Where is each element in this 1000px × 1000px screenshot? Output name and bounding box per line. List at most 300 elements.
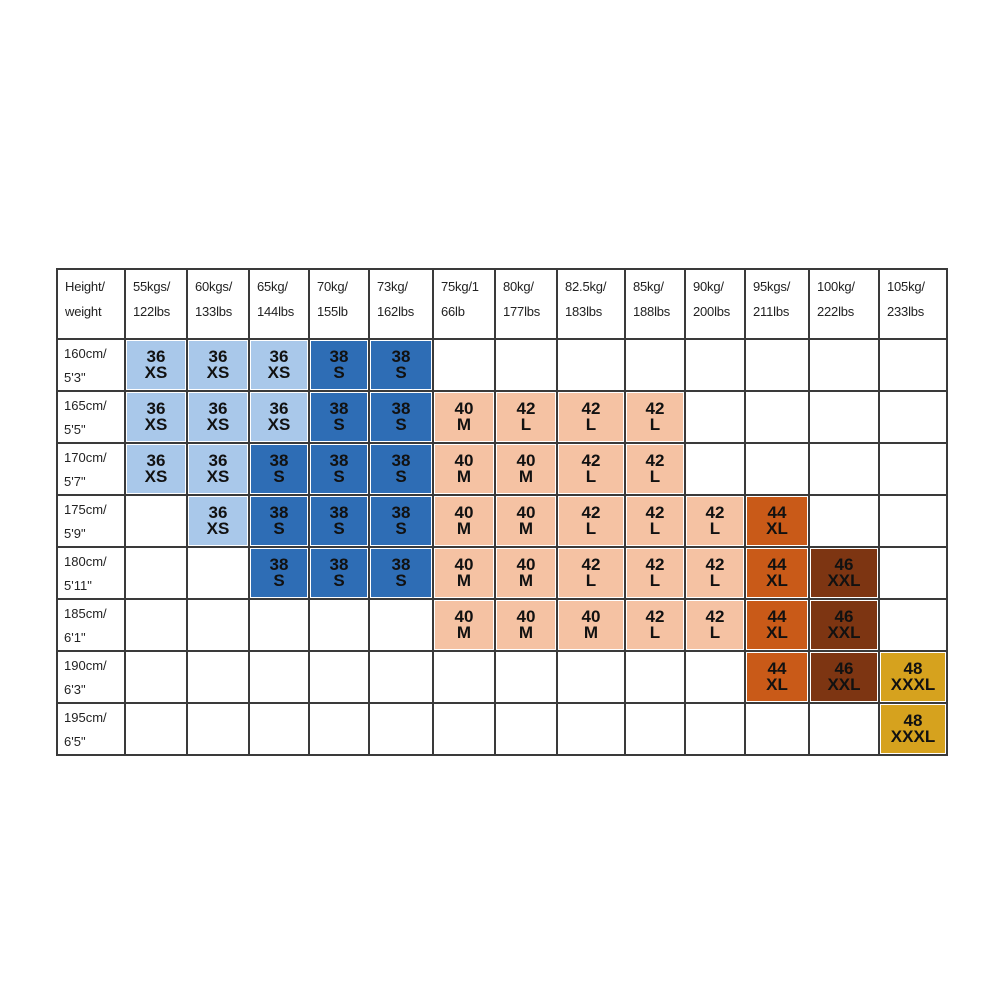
size-cell — [125, 391, 187, 443]
size-cell — [495, 599, 557, 651]
size-cell — [187, 651, 249, 703]
size-fill — [311, 393, 367, 441]
size-cell — [557, 651, 625, 703]
size-fill — [627, 393, 683, 441]
size-cell — [809, 443, 879, 495]
size-cell — [249, 599, 309, 651]
size-cell — [625, 547, 685, 599]
size-value — [207, 349, 230, 381]
size-letter: S — [395, 415, 407, 434]
size-value — [330, 557, 349, 589]
height-row — [57, 599, 947, 651]
size-fill — [747, 601, 807, 649]
size-cell — [187, 599, 249, 651]
size-value — [646, 557, 665, 589]
size-cell — [309, 599, 369, 651]
size-cell — [809, 495, 879, 547]
size-value — [270, 557, 289, 589]
size-cell — [433, 703, 495, 755]
weight-header-cell — [433, 269, 495, 339]
size-value — [706, 505, 725, 537]
size-cell — [685, 703, 745, 755]
size-number: 38 — [391, 347, 411, 366]
size-cell — [249, 495, 309, 547]
height-label: 185cm/ 6'1" — [64, 606, 107, 645]
size-value — [891, 713, 935, 745]
size-value — [766, 661, 788, 693]
size-letter: XS — [267, 415, 291, 434]
size-letter: L — [649, 571, 661, 590]
height-row — [57, 651, 947, 703]
size-cell — [879, 443, 947, 495]
size-cell — [809, 703, 879, 755]
size-letter: S — [273, 467, 285, 486]
size-fill — [497, 497, 555, 545]
size-cell — [309, 443, 369, 495]
size-cell — [369, 651, 433, 703]
size-number: 36 — [208, 451, 228, 470]
weight-header: 82.5kg/ 183lbs — [565, 279, 607, 319]
size-cell — [685, 495, 745, 547]
size-cell — [187, 547, 249, 599]
height-label: 175cm/ 5'9" — [64, 502, 107, 541]
size-fill — [127, 393, 185, 441]
size-fill — [497, 601, 555, 649]
size-letter: L — [649, 519, 661, 538]
size-fill — [189, 497, 247, 545]
size-value — [455, 609, 474, 641]
size-cell — [369, 391, 433, 443]
size-value — [455, 505, 474, 537]
size-cell — [249, 443, 309, 495]
size-cell — [625, 391, 685, 443]
size-value — [330, 505, 349, 537]
size-cell — [809, 339, 879, 391]
size-fill — [127, 445, 185, 493]
size-cell — [433, 599, 495, 651]
size-cell — [879, 703, 947, 755]
size-fill — [371, 445, 431, 493]
size-fill — [687, 549, 743, 597]
size-number: 44 — [767, 659, 787, 678]
size-number: 38 — [269, 555, 289, 574]
weight-header: 73kg/ 162lbs — [377, 279, 415, 319]
size-letter: M — [456, 571, 472, 590]
height-row — [57, 339, 947, 391]
size-cell — [557, 599, 625, 651]
weight-header-cell — [495, 269, 557, 339]
size-fill — [251, 445, 307, 493]
size-cell — [433, 651, 495, 703]
size-fill — [127, 341, 185, 389]
height-label: 165cm/ 5'5" — [64, 398, 107, 437]
weight-header: 95kgs/ 211lbs — [753, 279, 791, 319]
size-fill — [435, 601, 493, 649]
weight-header: 85kg/ 188lbs — [633, 279, 671, 319]
height-label-cell — [57, 599, 125, 651]
size-cell — [745, 651, 809, 703]
size-cell — [685, 339, 745, 391]
size-number: 38 — [269, 503, 289, 522]
size-letter: M — [518, 519, 534, 538]
size-letter: L — [520, 415, 532, 434]
size-cell — [369, 339, 433, 391]
size-fill — [435, 549, 493, 597]
size-number: 42 — [705, 503, 725, 522]
weight-header-cell — [309, 269, 369, 339]
size-value — [582, 557, 601, 589]
size-letter: L — [709, 623, 721, 642]
size-letter: S — [395, 571, 407, 590]
size-fill — [747, 549, 807, 597]
size-cell — [187, 443, 249, 495]
size-fill — [311, 445, 367, 493]
size-number: 40 — [516, 503, 536, 522]
size-cell — [745, 391, 809, 443]
size-cell — [125, 339, 187, 391]
size-number: 42 — [645, 399, 665, 418]
size-letter: S — [395, 467, 407, 486]
size-value — [706, 557, 725, 589]
weight-header: 65kg/ 144lbs — [257, 279, 295, 319]
height-label-cell — [57, 547, 125, 599]
size-fill — [811, 653, 877, 701]
size-number: 38 — [329, 347, 349, 366]
size-cell — [625, 339, 685, 391]
weight-header: 55kgs/ 122lbs — [133, 279, 171, 319]
size-number: 42 — [581, 503, 601, 522]
size-letter: XL — [766, 623, 788, 642]
size-number: 42 — [581, 451, 601, 470]
size-letter: L — [709, 571, 721, 590]
size-letter: S — [333, 571, 345, 590]
weight-header: 80kg/ 177lbs — [503, 279, 541, 319]
weight-header-cell — [879, 269, 947, 339]
size-fill — [497, 549, 555, 597]
size-fill — [251, 497, 307, 545]
size-fill — [435, 445, 493, 493]
size-value — [517, 557, 536, 589]
size-letter: M — [518, 623, 534, 642]
size-letter: L — [649, 623, 661, 642]
size-fill — [811, 549, 877, 597]
size-fill — [881, 653, 945, 701]
size-fill — [251, 341, 307, 389]
size-fill — [627, 601, 683, 649]
size-fill — [687, 497, 743, 545]
size-number: 36 — [208, 399, 228, 418]
size-number: 48 — [903, 659, 923, 678]
size-number: 40 — [454, 607, 474, 626]
size-cell — [125, 547, 187, 599]
size-number: 46 — [834, 607, 854, 626]
size-cell — [809, 391, 879, 443]
size-fill — [497, 393, 555, 441]
size-letter: S — [333, 415, 345, 434]
weight-header: 75kg/1 66lb — [441, 279, 479, 319]
size-cell — [125, 651, 187, 703]
size-cell — [625, 599, 685, 651]
size-cell — [745, 443, 809, 495]
header-row — [57, 269, 947, 339]
size-letter: XXL — [827, 571, 861, 590]
size-cell — [809, 599, 879, 651]
size-fill — [497, 445, 555, 493]
size-letter: M — [456, 467, 472, 486]
size-cell — [495, 443, 557, 495]
size-value — [766, 609, 788, 641]
size-value — [392, 557, 411, 589]
size-value — [455, 401, 474, 433]
size-value — [270, 505, 289, 537]
size-cell — [745, 547, 809, 599]
size-cell — [433, 443, 495, 495]
size-letter: S — [333, 519, 345, 538]
size-value — [517, 453, 536, 485]
size-cell — [495, 339, 557, 391]
size-cell — [879, 339, 947, 391]
size-cell — [879, 547, 947, 599]
size-fill — [371, 341, 431, 389]
size-letter: XXXL — [890, 727, 936, 746]
size-value — [582, 453, 601, 485]
size-cell — [309, 495, 369, 547]
size-number: 36 — [146, 347, 166, 366]
size-letter: L — [649, 415, 661, 434]
size-cell — [249, 547, 309, 599]
height-label-cell — [57, 443, 125, 495]
size-fill — [251, 549, 307, 597]
size-cell — [879, 495, 947, 547]
size-number: 38 — [329, 555, 349, 574]
size-number: 40 — [454, 399, 474, 418]
size-number: 40 — [516, 555, 536, 574]
height-label-cell — [57, 703, 125, 755]
size-letter: M — [583, 623, 599, 642]
size-number: 40 — [516, 451, 536, 470]
size-number: 38 — [391, 399, 411, 418]
height-row — [57, 443, 947, 495]
size-cell — [495, 703, 557, 755]
height-label-cell — [57, 651, 125, 703]
size-number: 36 — [146, 399, 166, 418]
size-cell — [433, 339, 495, 391]
size-number: 42 — [581, 555, 601, 574]
size-number: 42 — [516, 399, 536, 418]
size-number: 38 — [329, 399, 349, 418]
size-number: 40 — [516, 607, 536, 626]
size-letter: L — [585, 467, 597, 486]
height-label-cell — [57, 339, 125, 391]
size-cell — [625, 495, 685, 547]
size-fill — [435, 497, 493, 545]
size-number: 38 — [391, 451, 411, 470]
size-number: 36 — [269, 399, 289, 418]
size-cell — [495, 495, 557, 547]
size-letter: XS — [206, 519, 230, 538]
size-number: 40 — [581, 607, 601, 626]
size-value — [268, 401, 291, 433]
size-number: 48 — [903, 711, 923, 730]
height-label: 170cm/ 5'7" — [64, 450, 107, 489]
height-label-cell — [57, 495, 125, 547]
size-cell — [187, 339, 249, 391]
size-value — [582, 609, 601, 641]
size-fill — [559, 497, 623, 545]
size-cell — [433, 391, 495, 443]
size-cell — [557, 443, 625, 495]
size-cell — [685, 547, 745, 599]
size-fill — [189, 393, 247, 441]
size-letter: S — [273, 571, 285, 590]
size-cell — [125, 443, 187, 495]
size-cell — [879, 391, 947, 443]
size-fill — [189, 445, 247, 493]
size-number: 42 — [581, 399, 601, 418]
size-cell — [249, 651, 309, 703]
size-number: 38 — [391, 555, 411, 574]
size-letter: S — [395, 519, 407, 538]
size-cell — [685, 651, 745, 703]
size-value — [582, 505, 601, 537]
size-cell — [249, 703, 309, 755]
size-number: 42 — [645, 451, 665, 470]
size-cell — [433, 547, 495, 599]
size-cell — [125, 599, 187, 651]
size-letter: L — [585, 519, 597, 538]
size-cell — [433, 495, 495, 547]
size-value — [766, 505, 788, 537]
size-cell — [557, 391, 625, 443]
size-cell — [625, 443, 685, 495]
size-fill — [747, 497, 807, 545]
size-value — [330, 349, 349, 381]
weight-header-cell — [125, 269, 187, 339]
size-number: 36 — [146, 451, 166, 470]
size-letter: XXL — [827, 623, 861, 642]
weight-header: 70kg/ 155lb — [317, 279, 348, 319]
size-cell — [187, 391, 249, 443]
size-value — [145, 401, 168, 433]
size-cell — [125, 703, 187, 755]
weight-header-cell — [187, 269, 249, 339]
size-fill — [687, 601, 743, 649]
size-value — [517, 401, 536, 433]
size-cell — [625, 651, 685, 703]
size-cell — [745, 495, 809, 547]
size-fill — [371, 497, 431, 545]
size-value — [827, 661, 860, 693]
height-row — [57, 391, 947, 443]
size-number: 42 — [645, 555, 665, 574]
size-cell — [369, 547, 433, 599]
size-letter: XS — [267, 363, 291, 382]
size-cell — [809, 651, 879, 703]
size-number: 42 — [645, 503, 665, 522]
size-cell — [187, 495, 249, 547]
size-letter: S — [395, 363, 407, 382]
size-letter: M — [456, 415, 472, 434]
size-letter: XL — [766, 571, 788, 590]
weight-header-cell — [745, 269, 809, 339]
size-fill — [627, 497, 683, 545]
size-cell — [879, 599, 947, 651]
size-cell — [309, 339, 369, 391]
size-letter: L — [585, 415, 597, 434]
size-value — [268, 349, 291, 381]
size-number: 36 — [269, 347, 289, 366]
size-letter: XS — [206, 363, 230, 382]
size-letter: M — [456, 519, 472, 538]
size-number: 42 — [705, 555, 725, 574]
size-value — [207, 401, 230, 433]
weight-header-cell — [249, 269, 309, 339]
size-fill — [559, 445, 623, 493]
size-number: 36 — [208, 347, 228, 366]
size-cell — [369, 443, 433, 495]
size-value — [455, 453, 474, 485]
size-letter: XL — [766, 519, 788, 538]
size-fill — [435, 393, 493, 441]
size-cell — [249, 391, 309, 443]
size-letter: M — [456, 623, 472, 642]
size-value — [145, 349, 168, 381]
size-number: 46 — [834, 659, 854, 678]
size-number: 40 — [454, 503, 474, 522]
size-letter: XS — [144, 363, 168, 382]
size-cell — [369, 703, 433, 755]
size-value — [517, 609, 536, 641]
size-cell — [745, 599, 809, 651]
weight-header: 100kg/ 222lbs — [817, 279, 855, 319]
size-letter: S — [333, 467, 345, 486]
height-row — [57, 703, 947, 755]
size-cell — [879, 651, 947, 703]
size-cell — [495, 391, 557, 443]
size-fill — [881, 705, 945, 753]
size-number: 42 — [645, 607, 665, 626]
size-cell — [249, 339, 309, 391]
size-value — [330, 401, 349, 433]
weight-header: 105kg/ 233lbs — [887, 279, 925, 319]
size-cell — [557, 495, 625, 547]
size-cell — [557, 339, 625, 391]
size-cell — [187, 703, 249, 755]
size-letter: L — [709, 519, 721, 538]
weight-header-cell — [625, 269, 685, 339]
size-value — [207, 505, 230, 537]
size-number: 40 — [454, 451, 474, 470]
size-value — [706, 609, 725, 641]
size-fill — [627, 549, 683, 597]
size-value — [827, 557, 860, 589]
size-fill — [371, 549, 431, 597]
size-fill — [251, 393, 307, 441]
size-value — [646, 401, 665, 433]
size-cell — [495, 651, 557, 703]
size-cell — [625, 703, 685, 755]
weight-header-cell — [557, 269, 625, 339]
size-number: 38 — [391, 503, 411, 522]
size-number: 38 — [329, 503, 349, 522]
corner-header-cell — [57, 269, 125, 339]
size-value — [270, 453, 289, 485]
size-letter: S — [273, 519, 285, 538]
size-cell — [309, 547, 369, 599]
size-cell — [809, 547, 879, 599]
height-row — [57, 547, 947, 599]
size-cell — [745, 339, 809, 391]
